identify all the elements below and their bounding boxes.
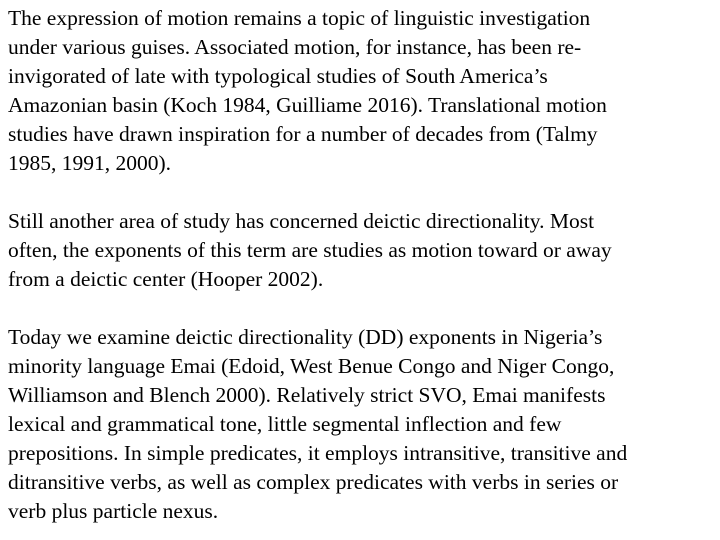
text-line: minority language Emai (Edoid, West Benue Congo and Niger Congo, xyxy=(8,354,615,378)
document-body xyxy=(8,4,712,526)
text-line: lexical and grammatical tone, little segmental inflection and few xyxy=(8,412,562,436)
text-line: studies have drawn inspiration for a number of decades from (Talmy xyxy=(8,122,598,146)
text-line: ditransitive verbs, as well as complex predicates with verbs in series or xyxy=(8,470,619,494)
text-line: Amazonian basin (Koch 1984, Guilliame 2016). Translational motion xyxy=(8,93,607,117)
text-line: prepositions. In simple predicates, it employs intransitive, transitive and xyxy=(8,441,628,465)
text-line: Today we examine deictic directionality (DD) exponents in Nigeria’s xyxy=(8,325,603,349)
paragraph-spacer xyxy=(8,178,712,207)
text-line: from a deictic center (Hooper 2002). xyxy=(8,267,324,291)
paragraph-emai-language xyxy=(8,323,712,526)
text-line: verb plus particle nexus. xyxy=(8,499,219,523)
text-line: often, the exponents of this term are studies as motion toward or away xyxy=(8,238,612,262)
text-line: Still another area of study has concerned deictic directionality. Most xyxy=(8,209,595,233)
text-line: 1985, 1991, 2000). xyxy=(8,151,172,175)
paragraph-motion-expression xyxy=(8,4,712,178)
text-line: invigorated of late with typological studies of South America’s xyxy=(8,64,548,88)
paragraph-deictic-directionality xyxy=(8,207,712,294)
text-line: Williamson and Blench 2000). Relatively strict SVO, Emai manifests xyxy=(8,383,606,407)
paragraph-spacer xyxy=(8,294,712,323)
text-line: under various guises. Associated motion, for instance, has been re- xyxy=(8,35,582,59)
text-line: The expression of motion remains a topic of linguistic investigation xyxy=(8,6,591,30)
